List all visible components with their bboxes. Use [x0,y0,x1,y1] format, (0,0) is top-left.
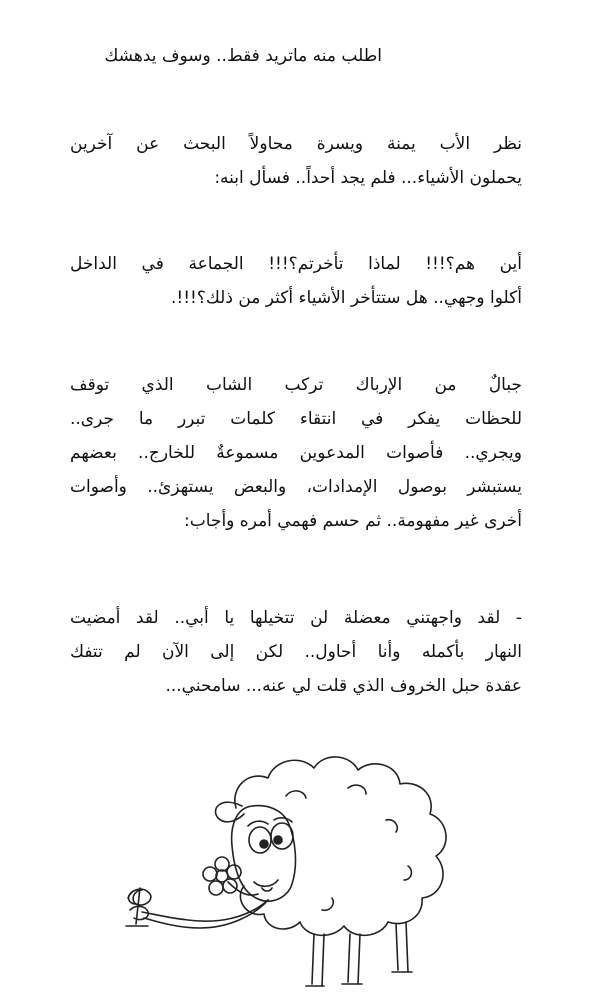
text-line: أكلوا وجهي.. هل ستتأخر الأشياء أكثر من ذلك؟!!!. [170,288,522,308]
rope-knot-icon [126,888,151,926]
text-line: ويجري.. فأصوات المدعوين مسموعةٌ للخارج.. بعضهم [70,443,522,463]
text-line: عقدة حبل الخروف الذي قلت لي عنه... سامحني... [165,676,522,696]
text-line: أين هم؟!!! لماذا تأخرتم؟!!! الجماعة في الداخل [70,254,522,274]
flower-icon [203,857,241,895]
sheep-leg [396,922,408,972]
paragraph-father-question [70,247,522,315]
text-line: النهار بأكمله وأنا أحاول.. لكن إلى الآن لم تتفك [70,642,522,662]
paragraph-son-confusion [70,368,522,538]
text-line: - لقد واجهتني معضلة لن تتخيلها يا أبي.. لقد أمضيت [70,608,522,628]
text-line: يحملون الأشياء... فلم يجد أحداً.. فسأل ابنه: [214,168,522,188]
sheep-leg [348,934,360,984]
sheep-eye-left [249,827,271,853]
sheep-leg [312,934,324,986]
text-line: يستبشر بوصول الإمدادات، والبعض يستهزئ.. وأصوات [70,477,522,497]
text-line: للحظات يفكر في انتقاء كلمات تبرر ما جرى.. [70,409,522,429]
page-header: اطلب منه ماتريد فقط.. وسوف يدهشك [104,46,382,66]
sheep-eye-right [271,823,293,849]
paragraph-father-searching [70,127,522,195]
text-line: جبالٌ من الإرباك تركب الشاب الذي توقف [70,375,522,395]
text-line: أخرى غير مفهومة.. ثم حسم فهمي أمره وأجاب: [184,511,522,531]
text-line: نظر الأب يمنة ويسرة محاولاً البحث عن آخرين [70,134,522,154]
paragraph-son-answer [70,601,522,703]
sheep-illustration [118,748,498,998]
